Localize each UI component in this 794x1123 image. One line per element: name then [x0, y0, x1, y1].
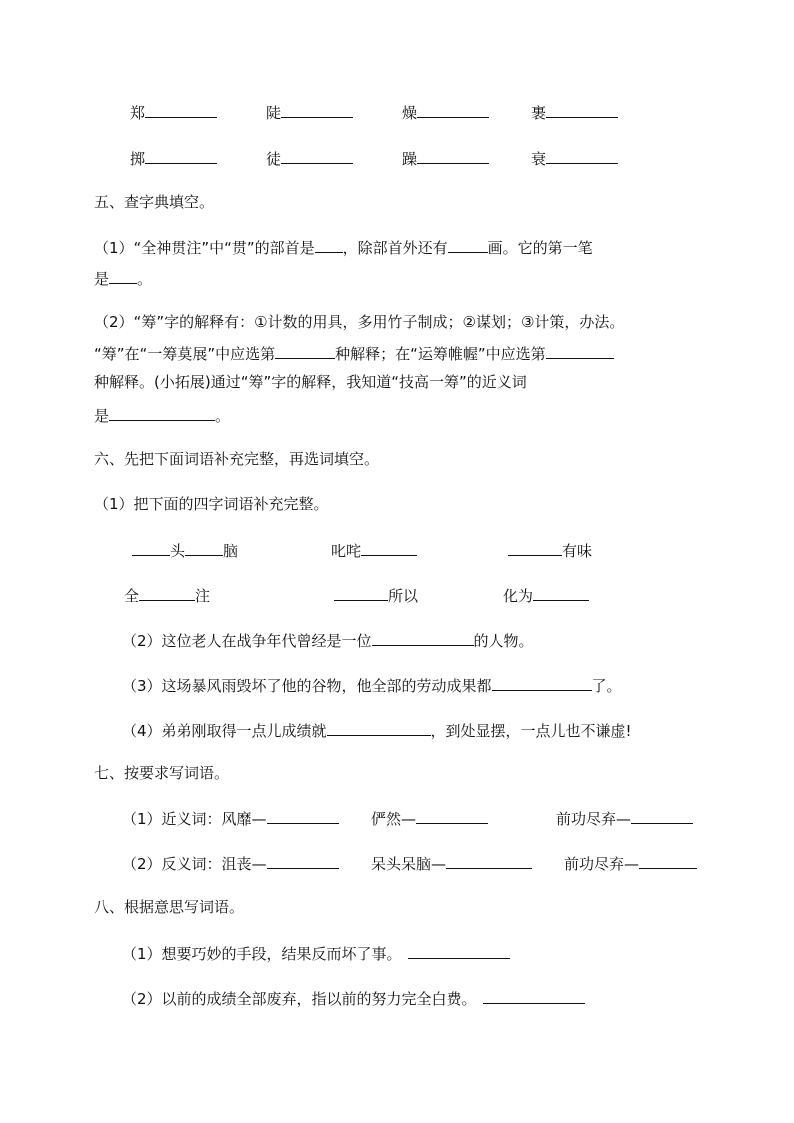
blank-field[interactable]	[639, 852, 697, 869]
word-text: 所以	[388, 587, 419, 605]
question-text: 了。	[591, 677, 622, 695]
char-label: 燥	[402, 104, 418, 122]
char-item	[402, 147, 489, 169]
question-text: （2）这位老人在战争年代曾经是一位	[122, 632, 372, 650]
blank-field[interactable]	[361, 539, 417, 556]
char-item	[130, 147, 217, 169]
blank-field[interactable]	[315, 236, 343, 253]
question-line	[122, 719, 632, 739]
blank-field[interactable]	[446, 852, 532, 869]
blank-field[interactable]	[448, 236, 488, 253]
word-text: 有味	[562, 542, 593, 560]
question-text: ，除部首外还有	[342, 239, 448, 257]
question-text: （1）想要巧妙的手段，结果反而坏了事。	[122, 945, 402, 963]
word-item	[556, 807, 693, 827]
char-item	[531, 101, 618, 123]
word-item	[331, 539, 417, 559]
question-line	[122, 942, 510, 962]
word-text: 呆头呆脑—	[371, 855, 447, 873]
question-line: 种解释。(小拓展)通过“筹”字的解释，我知道“技高一筹”的近义词	[94, 373, 527, 391]
blank-field[interactable]	[109, 404, 215, 421]
question-text: 。	[137, 270, 153, 288]
word-item	[132, 539, 238, 559]
word-item	[564, 852, 697, 872]
blank-field[interactable]	[267, 852, 339, 869]
blank-field[interactable]	[631, 807, 693, 824]
question-text: 。	[215, 407, 231, 425]
question-text: ，到处显摆，一点儿也不谦虚!	[430, 722, 632, 740]
char-label: 郑	[130, 104, 146, 122]
word-item	[371, 852, 532, 872]
question-line	[94, 236, 593, 256]
blank-field[interactable]	[508, 539, 562, 556]
question-line: （1）把下面的四字词语补充完整。	[94, 495, 329, 513]
blank-field[interactable]	[139, 584, 195, 601]
word-item	[122, 852, 339, 872]
word-item	[334, 584, 418, 604]
word-item	[122, 807, 339, 827]
char-label: 裹	[531, 104, 547, 122]
blank-field[interactable]	[281, 101, 353, 118]
blank-field[interactable]	[492, 674, 592, 691]
word-text: 前功尽弃—	[564, 855, 640, 873]
blank-field[interactable]	[546, 342, 614, 359]
question-text: （2）以前的成绩全部废弃，指以前的努力完全白费。	[122, 990, 477, 1008]
blank-field[interactable]	[546, 147, 618, 164]
word-text: 化为	[503, 587, 534, 605]
blank-field[interactable]	[109, 267, 137, 284]
char-label: 躁	[402, 150, 418, 168]
char-label: 陡	[266, 104, 282, 122]
question-text: 画。它的第一笔	[487, 239, 593, 257]
char-label: 徒	[266, 150, 282, 168]
question-line	[122, 674, 622, 694]
blank-field[interactable]	[533, 584, 589, 601]
blank-field[interactable]	[327, 719, 431, 736]
blank-field[interactable]	[483, 987, 585, 1004]
word-item	[508, 539, 592, 559]
word-text: 叱咤	[331, 542, 362, 560]
question-line	[94, 404, 230, 424]
blank-field[interactable]	[267, 807, 339, 824]
char-label: 衰	[531, 150, 547, 168]
word-text: 注	[195, 587, 211, 605]
word-text: 前功尽弃—	[556, 810, 632, 828]
question-line	[122, 987, 585, 1007]
word-text: 全	[124, 587, 140, 605]
question-text: 种解释；在“运筹帷幄”中应选第	[335, 345, 546, 363]
char-label: 掷	[130, 150, 146, 168]
blank-field[interactable]	[416, 807, 488, 824]
word-text: 头	[170, 542, 186, 560]
question-text: 是	[94, 270, 110, 288]
char-item	[531, 147, 618, 169]
word-item	[124, 584, 210, 604]
question-line: （2）“筹”字的解释有：①计数的用具，多用竹子制成；②谋划；③计策，办法。	[94, 313, 625, 331]
word-text: 脑	[223, 542, 239, 560]
question-text: （1）“全神贯注”中“贯”的部首是	[94, 239, 315, 257]
word-text: （2）反义词：沮丧—	[122, 855, 267, 873]
blank-field[interactable]	[145, 147, 217, 164]
blank-field[interactable]	[417, 101, 489, 118]
blank-field[interactable]	[372, 629, 474, 646]
word-item	[503, 584, 589, 604]
question-text: 的人物。	[473, 632, 534, 650]
section-title: 八、根据意思写词语。	[94, 898, 245, 916]
blank-field[interactable]	[145, 101, 217, 118]
blank-field[interactable]	[185, 539, 223, 556]
blank-field[interactable]	[281, 147, 353, 164]
question-text: （4）弟弟刚取得一点儿成绩就	[122, 722, 327, 740]
char-item	[402, 101, 489, 123]
char-item	[266, 147, 353, 169]
blank-field[interactable]	[408, 942, 510, 959]
blank-field[interactable]	[275, 342, 335, 359]
char-item	[266, 101, 353, 123]
question-line	[94, 342, 614, 362]
question-text: “筹”在“一筹莫展”中应选第	[94, 345, 276, 363]
question-line	[122, 629, 534, 649]
char-item	[130, 101, 217, 123]
blank-field[interactable]	[334, 584, 388, 601]
question-text: （3）这场暴风雨毁坏了他的谷物，他全部的劳动成果都	[122, 677, 492, 695]
blank-field[interactable]	[417, 147, 489, 164]
blank-field[interactable]	[132, 539, 170, 556]
section-title: 七、按要求写词语。	[94, 764, 230, 782]
question-text: 是	[94, 407, 110, 425]
section-title: 五、查字典填空。	[94, 193, 215, 211]
section-title: 六、先把下面词语补充完整，再选词填空。	[94, 450, 380, 468]
word-text: 俨然—	[371, 810, 417, 828]
word-text: （1）近义词：风靡—	[122, 810, 267, 828]
blank-field[interactable]	[546, 101, 618, 118]
word-item	[371, 807, 488, 827]
question-line	[94, 267, 152, 287]
